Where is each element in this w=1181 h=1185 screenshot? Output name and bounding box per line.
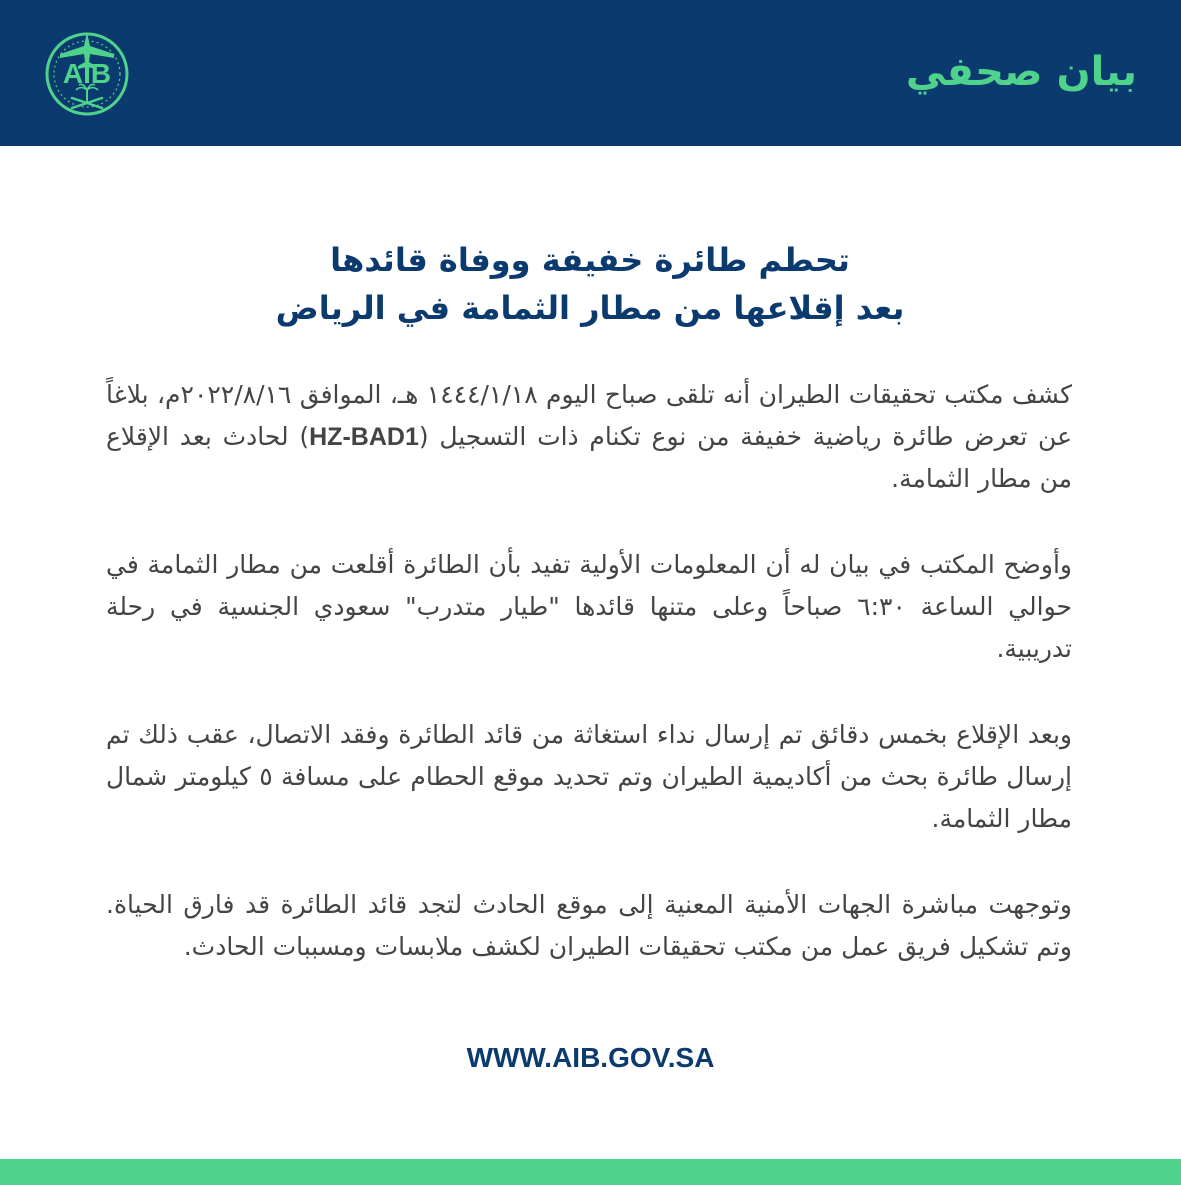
- headline: [110, 236, 1070, 332]
- paragraph-1-start: كشف مكتب تحقيقات الطيران أنه تلقى صباح اليوم ١٤٤٤/١/١٨ هـ، الموافق ٢٠٢٢/٨/١٦م، بلاغاً عن تعرض طائرة رياضية خفيفة من نوع تكنام ذات التسجيل (: [106, 380, 1073, 451]
- paragraph-3: وبعد الإقلاع بخمس دقائق تم إرسال نداء استغاثة من قائد الطائرة وفقد الاتصال، عقب ذلك تم إرسال طائرة بحث من أكاديمية الطيران وتم تحديد موقع الحطام على مسافة ٥ كيلومتر شمال مطار الثمامة.: [106, 720, 1072, 833]
- logo-text: AIB: [62, 58, 112, 89]
- aircraft-registration: HZ-BAD1: [309, 423, 419, 451]
- paragraph-1-end: ) لحادث بعد الإقلاع من مطار الثمامة.: [106, 422, 1072, 493]
- paragraph-2: وأوضح المكتب في بيان له أن المعلومات الأولية تفيد بأن الطائرة أقلعت من مطار الثمامة في حوالي الساعة ٦:٣٠ صباحاً وعلى متنها قائدها "طيار متدرب" سعودي الجنسية في رحلة تدريبية.: [106, 550, 1072, 663]
- headline-line-2: بعد إقلاعها من مطار الثمامة في الرياض: [275, 289, 905, 327]
- footer-bar: [0, 1159, 1181, 1185]
- website-link[interactable]: WWW.AIB.GOV.SA: [466, 1042, 715, 1073]
- page-title: بيان صحفي: [905, 49, 1137, 95]
- statement-body: [106, 374, 1072, 1012]
- headline-line-1: تحطم طائرة خفيفة ووفاة قائدها: [330, 241, 850, 279]
- aib-logo: [34, 28, 140, 120]
- paragraph-1: [106, 374, 1072, 500]
- header-bar: [0, 0, 1181, 146]
- paragraph-4: وتوجهت مباشرة الجهات الأمنية المعنية إلى موقع الحادث لتجد قائد الطائرة قد فارق الحياة. وتم تشكيل فريق عمل من مكتب تحقيقات الطيران لكشف ملابسات ومسببات الحادث.: [106, 890, 1072, 961]
